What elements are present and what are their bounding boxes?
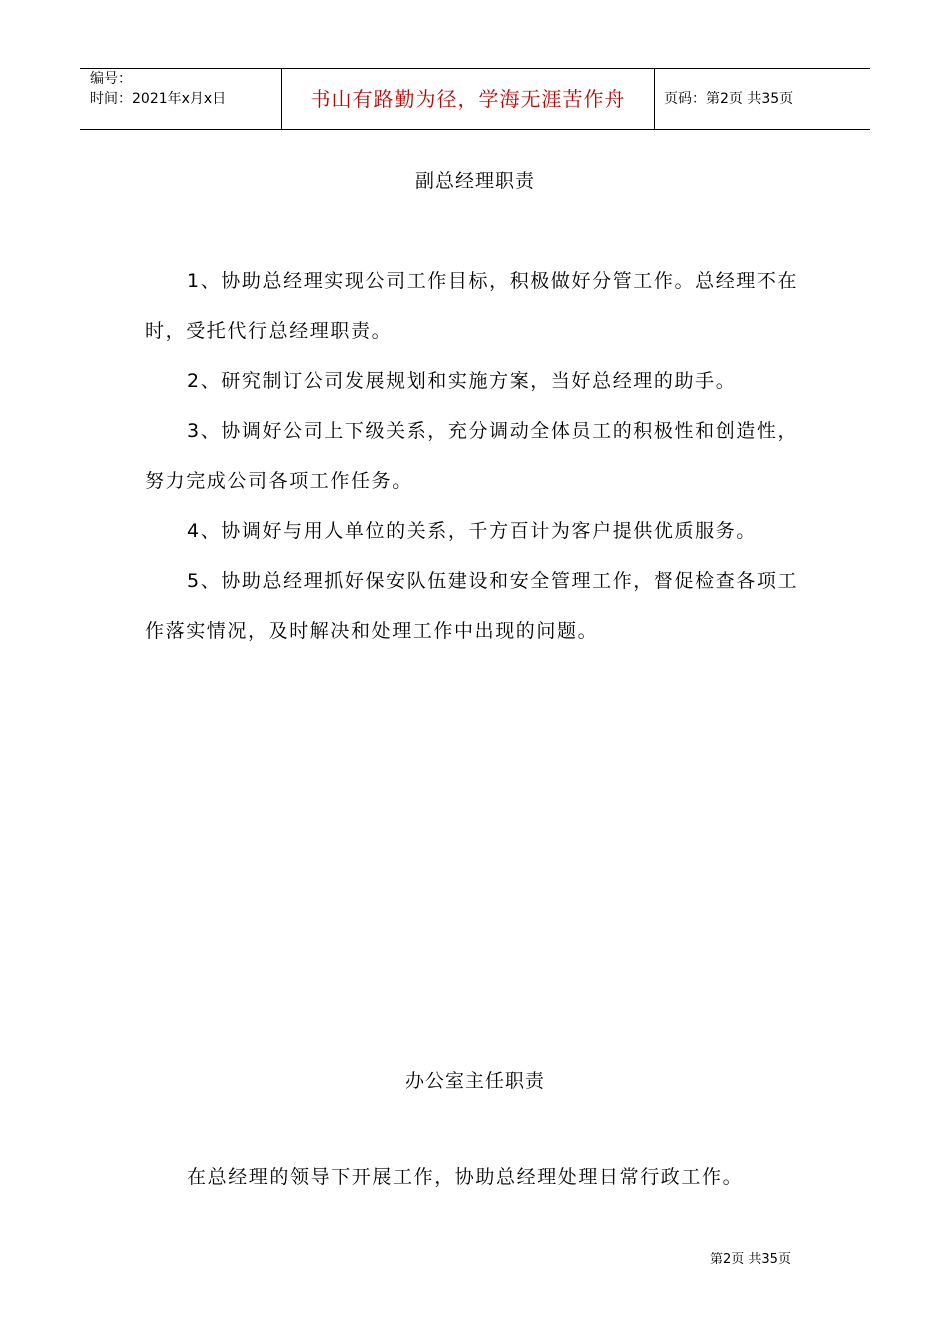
paragraph-office-1: 在总经理的领导下开展工作，协助总经理处理日常行政工作。	[187, 1166, 744, 1188]
header-meta-cell	[80, 69, 282, 129]
document-header	[80, 68, 870, 130]
paragraph-deputy-5: 5、协助总经理抓好保安队伍建设和安全管理工作，督促检查各项工作落实情况，及时解决和处理工作中出现的问题。	[145, 570, 799, 642]
paragraph-deputy-3: 3、协调好公司上下级关系，充分调动全体员工的积极性和创造性，努力完成公司各项工作任务。	[145, 420, 799, 492]
page-footer: 第2页 共35页	[710, 1252, 791, 1267]
paragraph-deputy-4: 4、协调好与用人单位的关系，千方百计为客户提供优质服务。	[187, 520, 757, 542]
paragraph-deputy-2: 2、研究制订公司发展规划和实施方案，当好总经理的助手。	[187, 370, 737, 392]
paragraph-deputy-1: 1、协助总经理实现公司工作目标，积极做好分管工作。总经理不在时，受托代行总经理职责。	[145, 270, 799, 342]
document-number-label: 编号：	[90, 71, 132, 87]
header-page-info: 页码：第2页 共35页	[664, 91, 794, 107]
section-title-office-director: 办公室主任职责	[404, 1070, 545, 1092]
section-title-deputy-gm: 副总经理职责	[414, 170, 535, 192]
document-date-label: 时间：2021年x月x日	[90, 91, 227, 107]
header-motto: 书山有路勤为径，学海无涯苦作舟	[282, 69, 655, 129]
